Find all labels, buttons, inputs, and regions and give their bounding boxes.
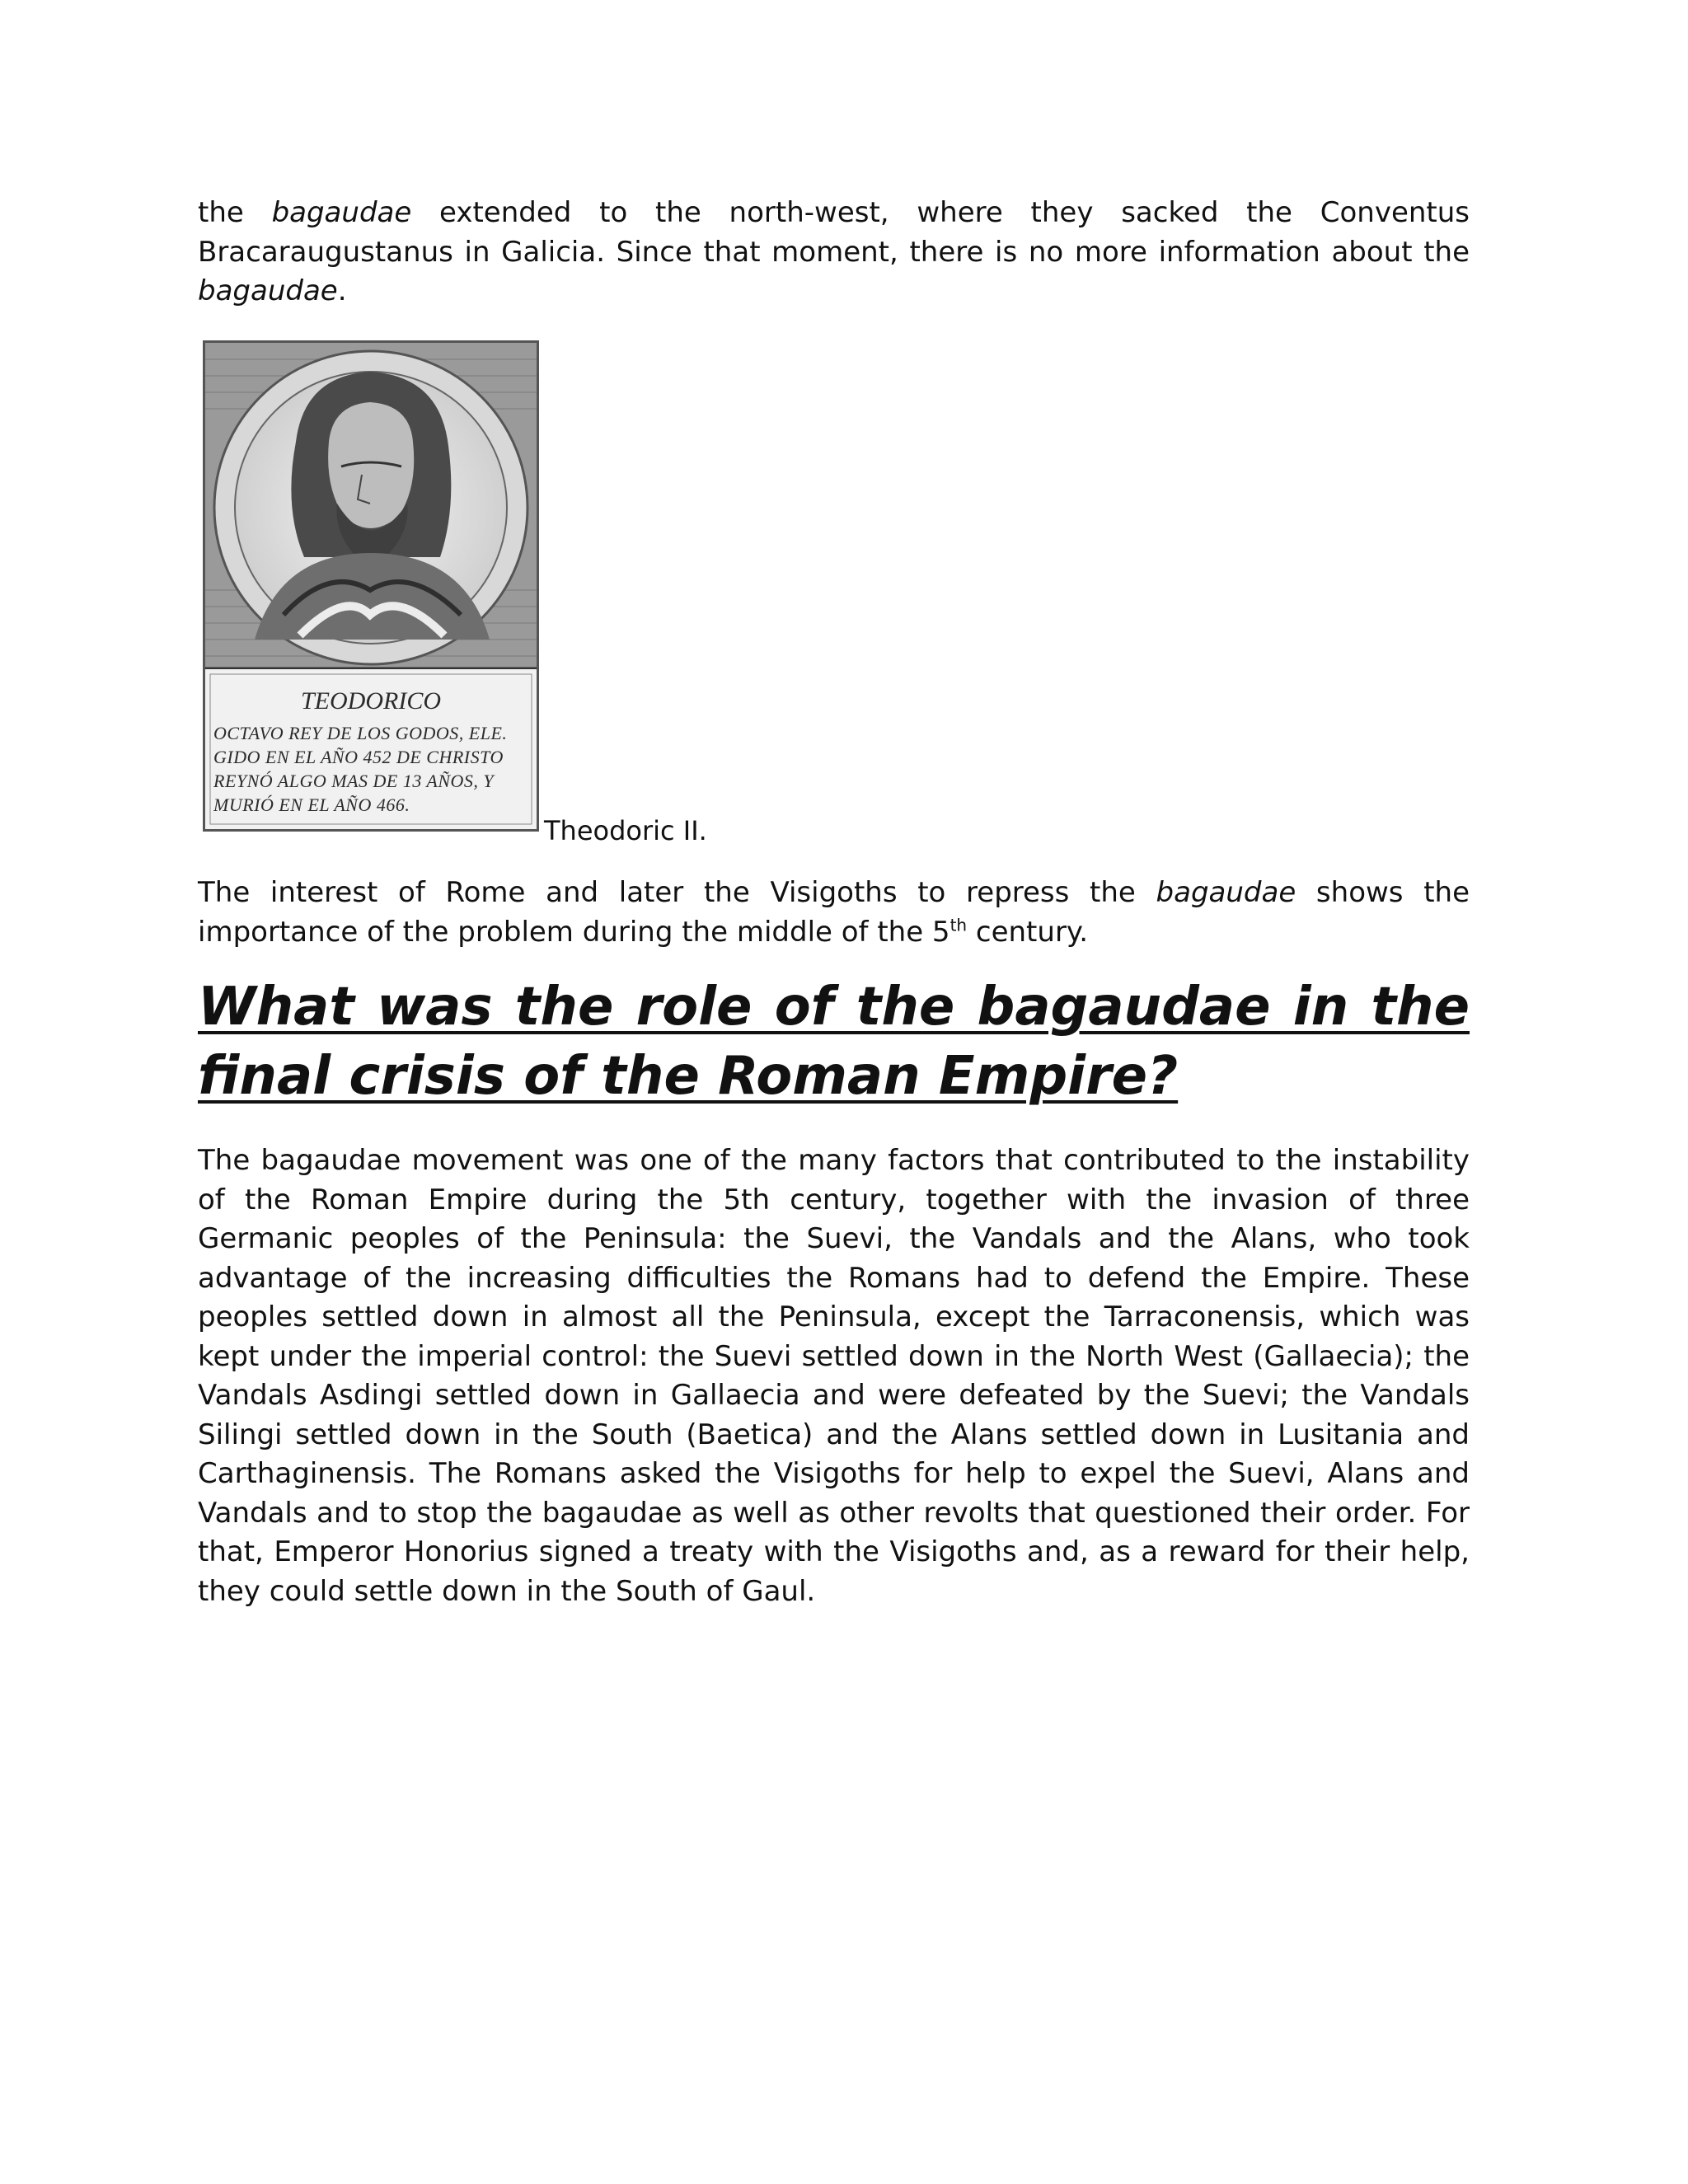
paragraph-text: . — [337, 274, 347, 307]
paragraph-importance — [198, 874, 1470, 952]
plate-inscription-line: REYNÓ ALGO MAS DE 13 AÑOS, Y — [213, 771, 495, 791]
paragraph-intro — [198, 194, 1470, 312]
theodoric-portrait-image — [203, 340, 539, 832]
paragraph-text: shows the importance of the problem during the middle of the 5 — [198, 876, 1470, 949]
paragraph-text: extended to the north-west, where they sacked the Conventus Bracaraugustanus in Galicia. Since that moment, there is no more information about the — [198, 196, 1470, 269]
figure-caption: Theodoric II. — [544, 815, 707, 846]
paragraph-text: The interest of Rome and later the Visigoths to repress the — [198, 876, 1156, 909]
plate-inscription-line: GIDO EN EL AÑO 452 DE CHRISTO — [213, 747, 504, 767]
italic-term: bagaudae — [1156, 876, 1296, 909]
paragraph-text: century. — [967, 915, 1089, 949]
plate-inscription-line: MURIÓ EN EL AÑO 466. — [213, 794, 410, 815]
ordinal-superscript: th — [950, 915, 968, 935]
paragraph-text: the — [198, 196, 272, 229]
italic-term: bagaudae — [198, 274, 338, 307]
italic-term: bagaudae — [271, 196, 412, 229]
plate-inscription-line: OCTAVO REY DE LOS GODOS, ELE. — [213, 723, 508, 743]
plate-title: TEODORICO — [301, 687, 441, 715]
section-heading: What was the role of the bagaudae in the final crisis of the Roman Empire? — [198, 977, 1470, 1107]
paragraph-role: The bagaudae movement was one of the many factors that contributed to the instability of the Roman Empire during the 5th century, together with the invasion of three Germanic peoples of the Peninsula: the Suevi, the Vandals and the Alans, who took advantage of the increasing difficulties the Romans had to defend the Empire. These peoples settled down in almost all the Peninsula, except the Tarraconensis, which was kept under the imperial control: the Suevi settled down in the North West (Gallaecia); the Vandals Asdingi settled down in Gallaecia and were defeated by the Suevi; the Vandals Silingi settled down in the South (Baetica) and the Alans settled down in Lusitania and Carthaginensis. The Romans asked the Visigoths for help to expel the Suevi, Alans and Vandals and to stop the bagaudae as well as other revolts that questioned their order. For that, Emperor Honorius signed a treaty with the Visigoths and, as a reward for their help, they could settle down in the South of Gaul. — [198, 1144, 1470, 1608]
